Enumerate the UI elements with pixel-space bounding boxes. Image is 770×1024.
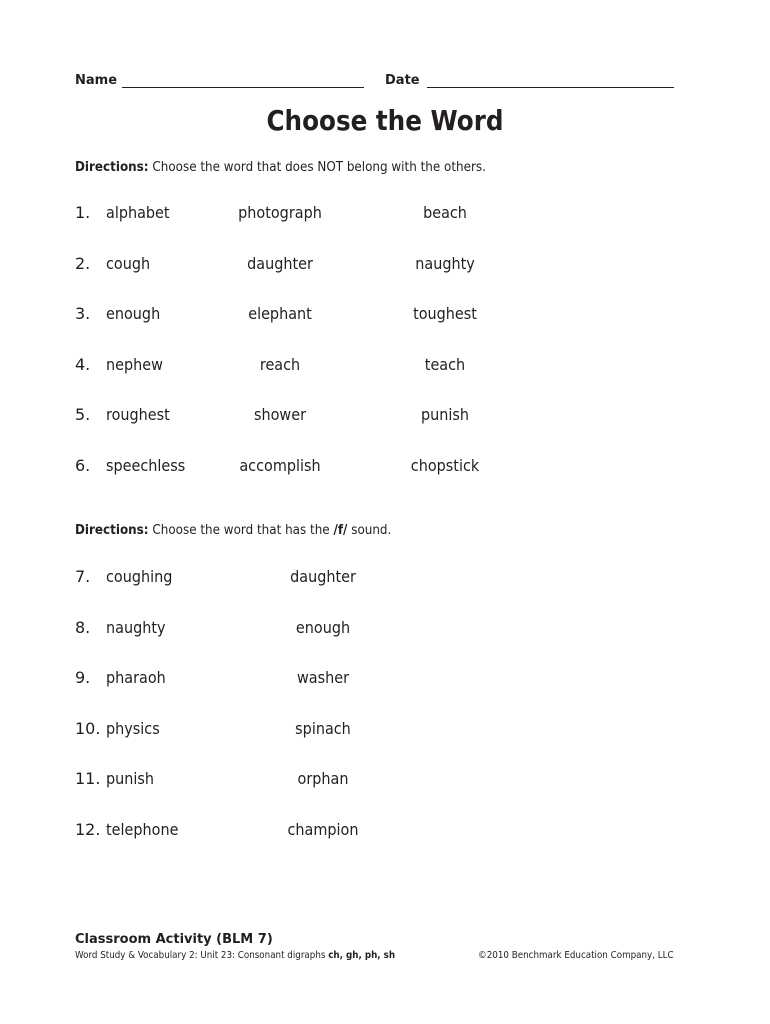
item-10-word-1: physics	[106, 719, 160, 738]
item-10-word-2: spinach	[295, 719, 351, 738]
item-6-word-3: chopstick	[410, 456, 480, 475]
page-title: Choose the Word	[266, 104, 504, 137]
footer-subtitle	[75, 950, 395, 961]
item-4-word-3: teach	[424, 355, 466, 374]
item-6-word-1: speechless	[106, 456, 186, 475]
item-2-word-2: daughter	[247, 254, 313, 273]
item-5-word-2: shower	[253, 405, 307, 424]
item-6-number: 6.	[75, 456, 91, 475]
item-9-word-1: pharaoh	[106, 668, 166, 687]
item-1-word-3: beach	[423, 203, 467, 222]
directions-1-label: Directions:	[75, 160, 149, 175]
directions-2-text-end: sound.	[351, 523, 392, 538]
date-label: Date	[385, 73, 420, 88]
item-7-word-1: coughing	[106, 567, 173, 586]
item-2-word-1: cough	[106, 254, 151, 273]
item-8-word-2: enough	[295, 618, 351, 637]
name-line[interactable]	[122, 87, 364, 88]
directions-1	[75, 160, 486, 175]
item-9-number: 9.	[75, 668, 91, 687]
directions-2-text: Choose the word that has the	[152, 523, 330, 538]
item-12-number: 12.	[75, 820, 101, 839]
item-10-number: 10.	[75, 719, 101, 738]
item-3-number: 3.	[75, 304, 91, 323]
footer-activity-title: Classroom Activity (BLM 7)	[75, 932, 273, 947]
directions-2-sound: /f/	[333, 523, 348, 538]
item-2-word-3: naughty	[415, 254, 475, 273]
item-8-number: 8.	[75, 618, 91, 637]
directions-1-text: Choose the word that does NOT belong with the others.	[152, 160, 486, 175]
item-11-word-2: orphan	[297, 769, 349, 788]
item-4-number: 4.	[75, 355, 91, 374]
directions-2	[75, 523, 391, 538]
item-5-number: 5.	[75, 405, 91, 424]
item-1-number: 1.	[75, 203, 91, 222]
footer-subtitle-text: Word Study & Vocabulary 2: Unit 23: Consonant digraphs	[75, 950, 326, 961]
item-6-word-2: accomplish	[239, 456, 321, 475]
item-8-word-1: naughty	[106, 618, 166, 637]
date-line[interactable]	[427, 87, 674, 88]
item-2-number: 2.	[75, 254, 91, 273]
item-5-word-1: roughest	[106, 405, 170, 424]
item-3-word-1: enough	[106, 304, 161, 323]
item-7-number: 7.	[75, 567, 91, 586]
item-4-word-1: nephew	[106, 355, 163, 374]
name-label: Name	[75, 73, 118, 88]
item-12-word-2: champion	[287, 820, 359, 839]
item-11-word-1: punish	[106, 769, 155, 788]
item-12-word-1: telephone	[106, 820, 179, 839]
item-7-word-2: daughter	[290, 567, 356, 586]
item-9-word-2: washer	[296, 668, 350, 687]
footer-subtitle-digraphs: ch, gh, ph, sh	[328, 950, 396, 961]
item-4-word-2: reach	[259, 355, 301, 374]
directions-2-label: Directions:	[75, 523, 149, 538]
item-11-number: 11.	[75, 769, 101, 788]
item-3-word-2: elephant	[248, 304, 312, 323]
item-3-word-3: toughest	[413, 304, 477, 323]
footer-copyright: ©2010 Benchmark Education Company, LLC	[478, 950, 674, 961]
item-1-word-1: alphabet	[106, 203, 170, 222]
item-1-word-2: photograph	[238, 203, 322, 222]
item-5-word-3: punish	[420, 405, 470, 424]
